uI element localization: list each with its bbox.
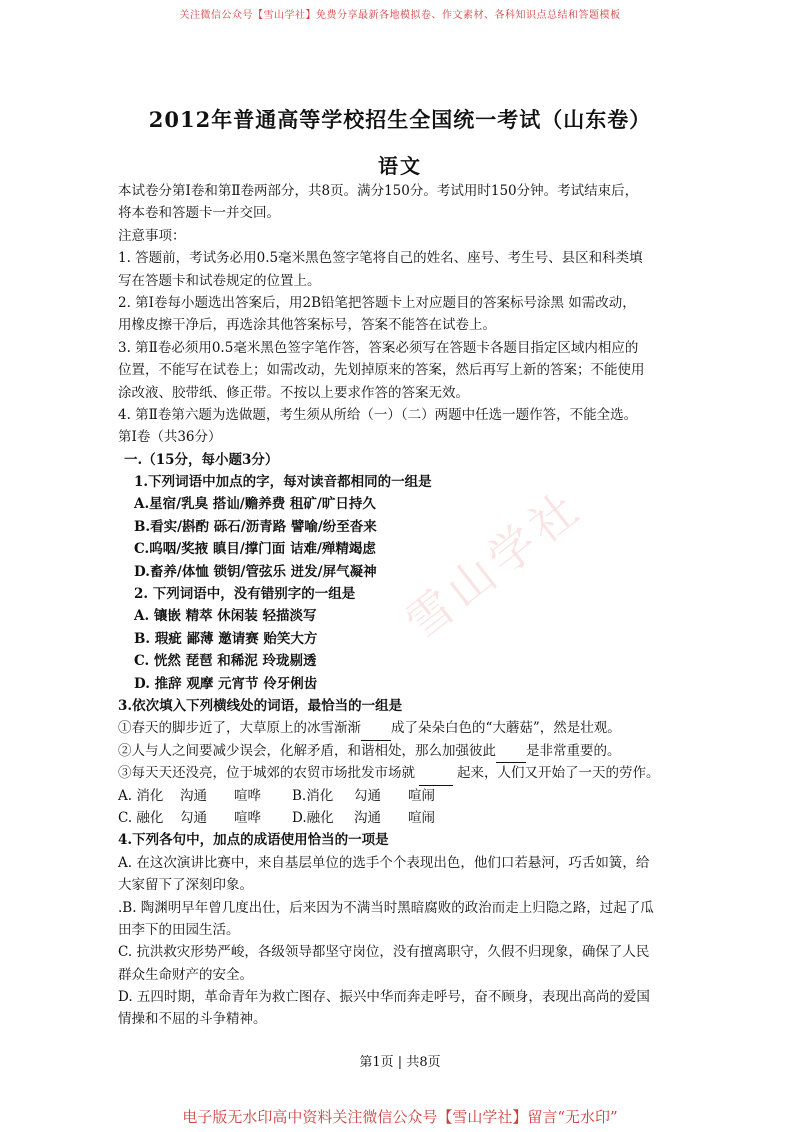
q3-option: 喧哗 <box>234 787 261 804</box>
q4-option-line: D. 五四时期，革命青年为救亡图存、振兴中华而奔走呼号，奋不顾身，表现出高尚的爱国 <box>118 989 650 1006</box>
q4-option-line: 田李下的田园生活。 <box>118 921 240 938</box>
notes-heading: 注意事项： <box>118 227 186 244</box>
note-line: 2. 第Ⅰ卷每小题选出答案后，用2B铅笔把答题卡上对应题目的答案标号涂黑 如需改动， <box>118 294 636 311</box>
watermark: 雪山学社 <box>395 479 593 650</box>
q3-option: B.消化 <box>292 787 334 804</box>
q3-option: 喧闹 <box>408 809 435 826</box>
q4-option-line: C. 抗洪救灾形势严峻，各级领导都坚守岗位，没有擅离职守，久假不归现象，确保了人民 <box>118 944 650 961</box>
intro-line: 本试卷分第Ⅰ卷和第Ⅱ卷两部分，共8页。满分150分。考试用时150分钟。考试结束后， <box>118 183 639 199</box>
q3-option: 沟通 <box>180 787 207 804</box>
q2-option: A. 镶嵌 精萃 休闲装 轻描淡写 <box>134 608 317 625</box>
q3-s3-end: 起来，人们又开始了一天的劳作。 <box>457 765 660 782</box>
q1-stem: 1.下列词语中加点的字，每对读音都相同的一组是 <box>134 474 432 491</box>
note-line: 用橡皮擦干净后，再选涂其他答案标号，答案不能答在试卷上。 <box>118 317 496 334</box>
q3-option: D.融化 <box>292 809 334 826</box>
q3-s3-start: ③每天天还没亮，位于城郊的农贸市场批发市场就 <box>118 765 415 782</box>
q2-option: C. 恍然 琵琶 和稀泥 玲珑剔透 <box>134 653 317 670</box>
q3-sentence-1 <box>118 717 693 739</box>
note-line: 1. 答题前，考试务必用0.5毫米黑色签字笔将自己的姓名、座号、考生号、县区和科类填 <box>118 250 643 267</box>
bottom-banner: 电子版无水印高中资料关注微信公众号【雪山学社】留言“无水印” <box>182 1108 618 1126</box>
q1-option: D.畜养/体恤 锁钥/管弦乐 迸发/屏气凝神 <box>134 563 377 580</box>
q4-option-line: 情操和不屈的斗争精神。 <box>118 1011 267 1028</box>
q3-option: A. 消化 <box>118 787 164 804</box>
q3-option: 勾通 <box>354 787 381 804</box>
q3-sentence-3 <box>118 762 693 784</box>
page-title: 2012年普通高等学校招生全国统一考试（山东卷） <box>148 107 652 132</box>
note-line: 3. 第Ⅱ卷必须用0.5毫米黑色签字笔作答，答案必须写在答题卡各题目指定区域内相应的 <box>118 339 639 356</box>
blank-line <box>361 717 391 740</box>
q3-option: 喧闹 <box>408 787 435 804</box>
q1-option: C.呜咽/奖掖 瞋目/撑门面 诘难/殚精竭虑 <box>134 541 376 558</box>
q2-option: B. 瑕疵 鄙薄 邀请赛 贻笑大方 <box>134 630 318 647</box>
q3-stem: 3.依次填入下列横线处的词语，最恰当的一组是 <box>118 697 403 714</box>
q3-s2-end: 是非常重要的。 <box>526 742 621 759</box>
q3-option: 沟通 <box>354 809 381 826</box>
q2-option: D. 推辞 观摩 元宵节 伶牙俐齿 <box>134 675 318 692</box>
q3-option: C. 融化 <box>118 809 164 826</box>
q1-option: B.看实/斟酌 砾石/沥青路 譬喻/纷至沓来 <box>134 518 377 535</box>
q4-stem: 4.下列各句中，加点的成语使用恰当的一项是 <box>118 832 389 849</box>
intro-line: 将本卷和答题卡一并交回。 <box>118 205 280 222</box>
page-number: 第1页 | 共8页 <box>359 1055 441 1070</box>
section1-heading: 一.（15分，每小题3分） <box>124 451 279 468</box>
q3-s1-start: ①春天的脚步近了，大草原上的冰雪渐渐 <box>118 720 361 737</box>
note-line: 4. 第Ⅱ卷第六题为选做题，考生须从所给（一）（二）两题中任选一题作答，不能全选。 <box>118 406 638 423</box>
q4-option-line: .B. 陶渊明早年曾几度出仕，后来因为不满当时黑暗腐败的政治而走上归隐之路，过起了瓜 <box>118 899 654 916</box>
q4-option-line: 大家留下了深刻印象。 <box>118 877 253 894</box>
blank-line <box>419 762 453 785</box>
q3-s1-end: 成了朵朵白色的“大蘑菇”，然是壮观。 <box>391 720 621 737</box>
q3-option: 喧哗 <box>234 809 261 826</box>
q1-option: A.星宿/乳臭 搭讪/赡养费 租矿/旷日持久 <box>134 496 376 513</box>
exam-body <box>118 180 693 1031</box>
note-line: 写在答题卡和试卷规定的位置上。 <box>118 272 321 289</box>
part1-heading: 第Ⅰ卷（共36分） <box>118 429 222 446</box>
q3-options-row <box>118 785 693 807</box>
header-banner: 关注微信公众号【雪山学社】免费分享最新各地模拟卷、作文素材、各科知识点总结和答题模板 <box>179 10 621 21</box>
blank-line <box>496 740 526 763</box>
q4-option-line: A. 在这次演讲比赛中，来自基层单位的选手个个表现出色，他们口若悬河，巧舌如簧，给 <box>118 854 650 871</box>
q3-option: 勾通 <box>180 809 207 826</box>
q3-options-row <box>118 807 693 829</box>
q3-s2-start: ②人与人之间要减少误会，化解矛盾，和谐相处，那么加强彼此 <box>118 742 496 759</box>
page-subtitle: 语文 <box>378 154 422 178</box>
q4-option-line: 群众生命财产的安全。 <box>118 966 253 983</box>
q3-sentence-2 <box>118 740 693 762</box>
note-line: 位置，不能写在试卷上；如需改动，先划掉原来的答案，然后再写上新的答案；不能使用 <box>118 362 645 379</box>
q2-stem: 2. 下列词语中，没有错别字的一组是 <box>134 586 356 603</box>
note-line: 涂改液、胶带纸、修正带。不按以上要求作答的答案无效。 <box>118 384 469 401</box>
